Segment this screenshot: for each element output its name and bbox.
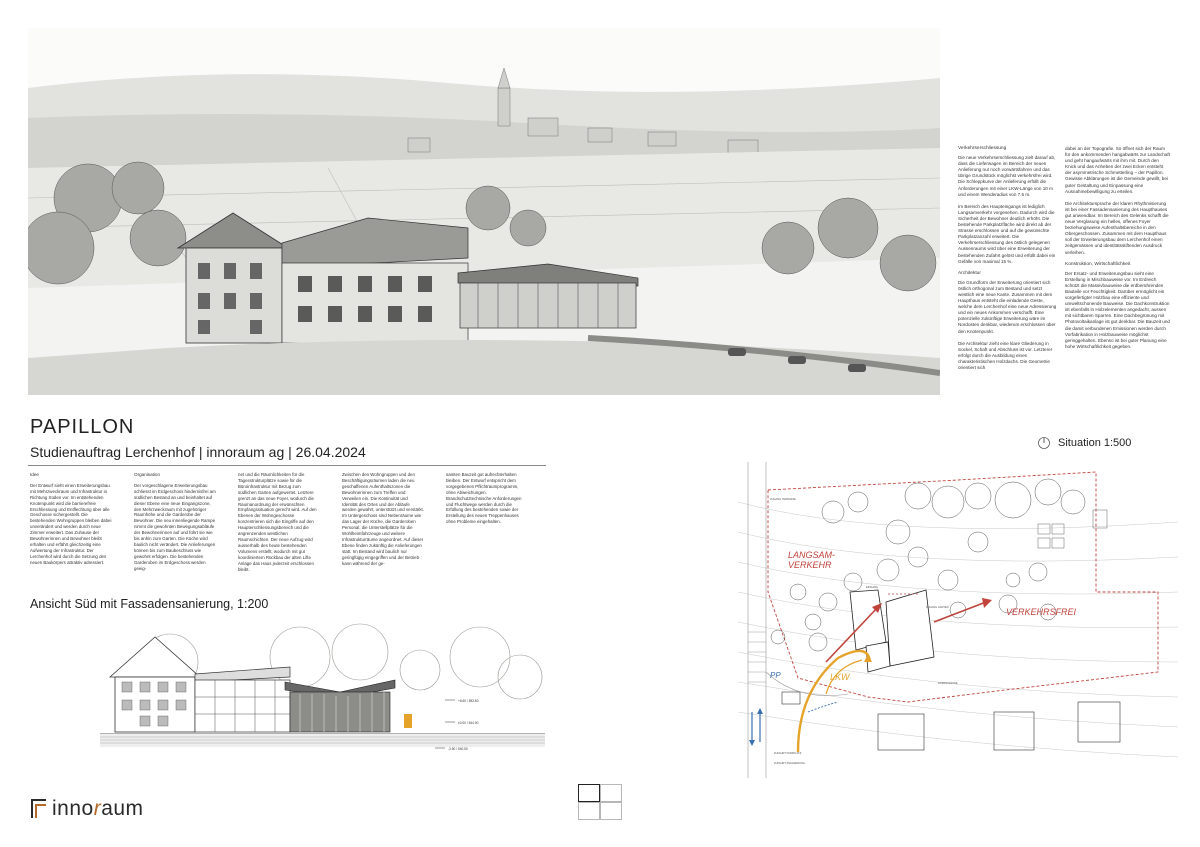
column-body: Der Entwurf sieht einen Erweiterungsbau mit Mehrzweckraum und Infrastruktur in Richtung Süden vor. Im entstehenden Knotenpunkt wird die barrierefreie Erschliessung und Entflechtung über alle Geschosse sichergestellt. Die bestehenden Wohngruppen bleiben dabei unverändert und werden durch neue Zimmer erweitert. Das Zuhause der Bewohnerinnen und Bewohner bleibt erhalten und erfährt gleichzeitig eine Aufwertung der Infrastruktur. Der Lerchenhof wird durch die Setzung des neuen Baukörpers attraktiv adressiert. (30, 482, 112, 565)
column-body: Zwischen den Wohngruppen und den Beschäftigungsräumen laden die neu geschaffenen Aufenthaltszonen die Bewohnerinnen zum Treffen und Verweilen ein. Die Kontinuität und Identität des Ortes und der Abläufe werden gewahrt, unterstützt und verstärkt. Im Untergeschoss sind Nebenräume wie das Lager der Küche, die Garderoben Personal, die Unterstellplätze für die Wohlheimfahrzeuge und weitere Infrastrukturräume angeordnet. Auf dieser Ebene finden zukünftig die Anlieferungen statt. Im Bestand wird baulich nur geringfügig eingegriffen und der Betrieb kann während der ge- (342, 472, 424, 566)
level-label: -3.50 / 540.50 (448, 747, 468, 751)
right-paragraph: Die Architektur zieht eine klare Gliederung in Sockel, Schaft und Abschluss ist vor. Letzterer erfolgt durch die Ausbildung eines charakteristischen Holzdachs. Die Geometrie orientiert sich (958, 340, 1053, 370)
label-zugang-garten: ZUGANG GARTEN (926, 606, 949, 609)
label-dorfstrasse: DORFSTRASSE (938, 682, 958, 685)
label-langsam: LANGSAM- (788, 550, 836, 560)
label-pp: PP (770, 671, 781, 680)
column-body: Der vorgeschlagene Erweiterungsbau schliesst im Erdgeschoss hindernisfrei am südlichen Bestand an und beinhaltet auf dieser Ebene eine neue Eingangszone, den Mehrzweckraum mit zugehöriger Raumhöhe und die Garderobe der Bewohner. Die neu innenliegende Rampe nimmt die gewohnten Bewegungsabläufe der Bewohnerinnen auf und führt sie wie bis anhin zum Garten. Die Küche wird baulich nicht verändert. Die Anlieferungen können bis zum Baubeschluss wie gewohnt erfolgen. Die bestehenden Garderoben im Erdgeschoss werden geeig- (134, 482, 216, 571)
project-subtitle: Studienauftrag Lerchenhof | innoraum ag | 26.04.2024 (30, 444, 366, 460)
label-verkehr: VERKEHR (788, 560, 832, 570)
hero-sketch (28, 28, 940, 395)
right-heading: Konstruktion, Wirtschaftlichkeit (1065, 261, 1131, 267)
right-heading: Architektur (958, 270, 981, 276)
label-lkw: LKW (830, 672, 850, 682)
label-zufahrt-parkplatz: ZUFAHRT PARKPLATZ (774, 752, 802, 755)
right-paragraph: Die Grundform der Erweiterung orientiert sich östlich orthogonal zum Bestand und setzt westlich eine neue Kante. Zusammen mit dem Haupthaus entsteht die einladende Geste, welche dem Lerchenhof eine neue Adressierung und ein neues Ankommen verschafft. Eine potenzielle zukünftige Erweiterung wäre im Nordosten denkbar, wiederum erschlossen über den Knotenpunkt. (958, 279, 1057, 334)
title-divider (28, 465, 546, 466)
column-body: net und die Räumlichkeiten für die Tagesstrukturplätze sowie für die Büroinfrastruktur mit Bezug zum südlichen Garten aufgewertet. Letztere grenzt an das neue Foyer, wodurch die Raumanordnung der erwünschten Empfangssituation gerecht wird. Auf den Ebenen der Wohngeschosse konzentrieren sich die Eingriffe auf den Haupterschliessungsbereich und die angrenzenden westlichen Raumschichten. Der neue Aufzug wird ausserhalb des heute bestehenden Volumens erstellt, wodurch mit gut koordiniertem Rückbau der alten Lifte Anlage das Haus jederzeit erschlossen bleibt. (238, 472, 317, 572)
brand-name-accent: r (93, 797, 102, 820)
right-paragraph: Die Architektursprache der klaren Rhythmisierung ist bei einer Fassadensanierung des Haupthauses gut anwendbar. Im Bereich des Gelenks schafft die neue Verglasung ein helles, offenes Foyer beziehungsweise Aufenthaltsbereiche in den Obergeschossen. Zusammen mit dem Haupthaus soll der Erweiterungsbau dem Lerchenhof einen zeitgemässen und identitätsstiftenden Ausdruck verleihen. (1065, 200, 1169, 255)
right-text-col-1 (958, 146, 1058, 377)
right-paragraph: Die neue Verkehrserschliessung zielt darauf ab, dass die Lieferwagen im Bereich der neuen Anlieferung nur noch vorwärtsfahren und das übrige Grundstück möglichst verkehrsfrei wird. Die Schleppkurve der Anlieferung erfüllt die Anforderungen mit einer LKW-Länge von 10 m und einem Wenderadius von 7.5 m. (958, 155, 1056, 197)
text-column-idee (30, 472, 112, 571)
column-heading: Idee (30, 472, 39, 477)
right-text-col-2 (1065, 146, 1170, 356)
brand-name-part: aum (101, 797, 144, 820)
text-column-4 (342, 472, 424, 572)
label-verkehrsfrei: VERKEHRSFREI (1006, 607, 1077, 617)
plan-key-icon (578, 784, 622, 820)
hero-rendering (28, 28, 940, 395)
text-column-5 (446, 472, 528, 530)
text-column-organisation (134, 472, 216, 577)
elevation-title: Ansicht Süd mit Fassadensanierung, 1:200 (30, 597, 269, 611)
right-heading: Verkehrserschliessung (958, 146, 1007, 151)
brand-logotype (52, 797, 144, 821)
text-column-3 (238, 472, 320, 577)
brand-name-part: inno (52, 797, 94, 820)
north-arrow-icon (1038, 436, 1050, 448)
column-heading: Organisation (134, 472, 161, 477)
brand-logo-icon (30, 798, 48, 820)
column-body: samten Bauzeit gut aufrechterhalten bleiben. Der Entwurf entspricht dem vorgegebenen Pflichtraumprogramm, ohne Abweichungen. Brandschutztechnische Anforderungen und Fluchtwege werden durch die Erfüllung des bestehenden sowie der Erstellung des neuen Treppenhauses ohne Probleme eingehalten. (446, 472, 522, 525)
site-plan (738, 462, 1178, 778)
elevation-drawing (100, 622, 545, 752)
label-zugang-terrasse: ZUGANG TERRASSE (770, 498, 796, 501)
level-label: ±0.00 / 544.00 (458, 721, 479, 725)
site-plan-title: Situation 1:500 (1058, 437, 1132, 449)
right-paragraph: Der Ersatz- und Erweiterungsbau sieht eine Erstellung in Mischbauweise vor. Im Erdreich schützt die Massivbauweise die erdberührenden Bauteile vor Feuchtigkeit. Darüber ermöglicht ein vorgefertigter Holzbau eine effiziente und umweltschonende Bauweise. Die Dachkonstruktion ist ebenfalls in Holzelementen angedacht, aussen mit sichtbaren Sparren. Eine Dachbegrünung mit Photovoltaikanlage ist gut denkbar. Die Bauzeit und die damit verbundenen Emissionen werden durch Vorfabrikation in Holzbauweise möglichst geringgehalten. Ebenso ist bei guter Planung eine hohe Wirtschaftlichkeit gegeben. (1065, 270, 1170, 349)
level-label: +8.60 / 552.60 (458, 699, 479, 703)
right-paragraph: dabei an der Topografie. So öffnet sich der Raum für den ankommenden hangabwärts zur Landschaft und geht hangaufwärts mit ihm mit. Durch den Knick und das Anheben der zwei Ecken entsteht der asymmetrische Schmetterling – der Papillon. Gewisse Abklärungen ist die Gemeinde gewillt, bei guter Gestaltung und Einpassung eine Ausnahmebewilligung zu erteilen. (1065, 146, 1170, 194)
project-title: PAPILLON (30, 416, 135, 438)
label-eingang: EINGANG (866, 586, 878, 589)
label-zufahrt-anlieferung: ZUFAHRT ANLIEFERUNG (774, 762, 805, 765)
right-paragraph: Im Bereich des Haupteingangs ist lediglich Langsamverkehr vorgesehen. Dadurch wird die Sicherheit der Bewohner deutlich erhöht. Die bestehende Parkplatzfläche wird direkt ab der Strasse erschlossen und auf die gewünschte Parkplatzanzahl erweitert. Die Verkehrserschliessung des östlich gelegenen Aussenraums wird über eine Erweiterung der bestehenden Zufahrt gelöst und erfüllt dabei ein Gefälle von maximal 15 %. (958, 203, 1056, 264)
